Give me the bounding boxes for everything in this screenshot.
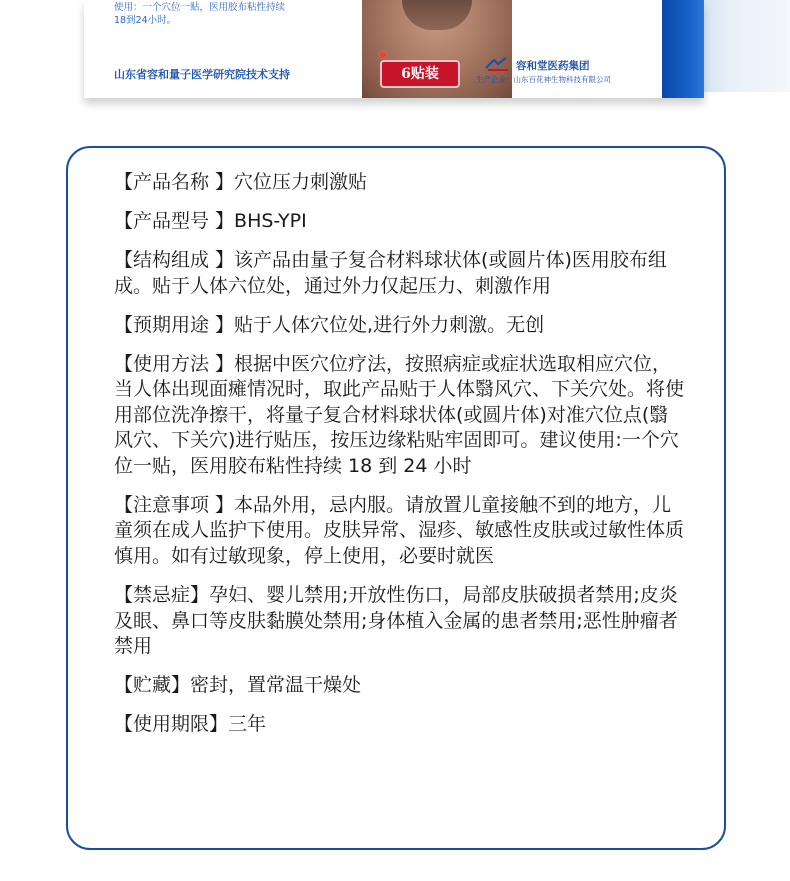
info-label: 【结构组成 】 [114, 249, 235, 272]
count-badge: 6贴装 [380, 60, 460, 88]
info-intended-use [114, 313, 684, 339]
acupoint-dot-icon [380, 52, 386, 58]
package-usage-snippet: 使用：一个穴位一贴，医用胶布粘性持续 18到24小时。 [114, 2, 286, 26]
package-side-panel [690, 0, 790, 92]
info-label: 【使用期限】 [114, 713, 229, 736]
company-logo-icon [484, 56, 512, 72]
info-label: 【禁忌症】 [114, 584, 210, 607]
product-info-content [114, 170, 684, 751]
info-storage [114, 673, 684, 699]
info-label: 【使用方法 】 [114, 352, 235, 375]
info-value: 贴于人体穴位处,进行外力刺激。无创 [234, 313, 545, 336]
info-value: 三年 [228, 713, 267, 736]
info-label: 【产品名称 】 [114, 171, 235, 193]
info-structure [114, 248, 684, 299]
info-usage [114, 352, 684, 480]
info-value: 本品外用，忌内服。请放置儿童接触不到的地方，儿童须在成人监护下使用。皮肤异常、湿疹、敏感性皮肤或过敏性体质慎用。如有过敏现象，停上使用，必要时就医 [114, 493, 685, 567]
info-label: 【贮藏】 [114, 674, 191, 697]
info-value: 该产品由量子复合材料球状体(或圆片体)医用胶布组成。贴于人体六位处，通过外力仅起压力、刺激作用 [114, 249, 667, 297]
info-product-name [114, 170, 684, 196]
package-banner [84, 0, 704, 98]
company-name: 容和堂医药集团 [516, 60, 590, 72]
info-model [114, 209, 684, 235]
info-precautions [114, 493, 684, 570]
photo-chin [402, 0, 472, 30]
info-contraindications [114, 583, 684, 660]
manufacturer-text: 生产企业：山东百花神生物科技有限公司 [476, 75, 611, 84]
info-label: 【产品型号 】 [114, 210, 235, 233]
info-label: 【预期用途 】 [114, 313, 235, 336]
info-shelf-life [114, 712, 684, 738]
info-value: 穴位压力刺激贴 [234, 171, 368, 193]
package-blue-edge [662, 0, 704, 98]
info-value: 根据中医穴位疗法，按照病症或症状选取相应穴位，当人体出现面瘫情况时，取此产品贴于人体翳风穴、下关穴处。将使用部位洗净擦干，将量子复合材料球状体(或圆片体)对准穴位点(翳风穴、下关穴)进行贴压，按压边缘粘贴牢固即可。建议使用:一个穴位一贴，医用胶布粘性持续 18 到 24 小时 [114, 352, 685, 477]
info-value: BHS-YPI [234, 210, 307, 233]
info-label: 【注意事项 】 [114, 493, 235, 516]
support-text: 山东省容和量子医学研究院技术支持 [114, 68, 290, 81]
info-value: 孕妇、婴儿禁用;开放性伤口，局部皮肤破损者禁用;皮炎及眼、鼻口等皮肤黏膜处禁用;身体植入金属的患者禁用;恶性肿瘤者禁用 [114, 584, 678, 658]
info-value: 密封，置常温干燥处 [190, 674, 362, 697]
